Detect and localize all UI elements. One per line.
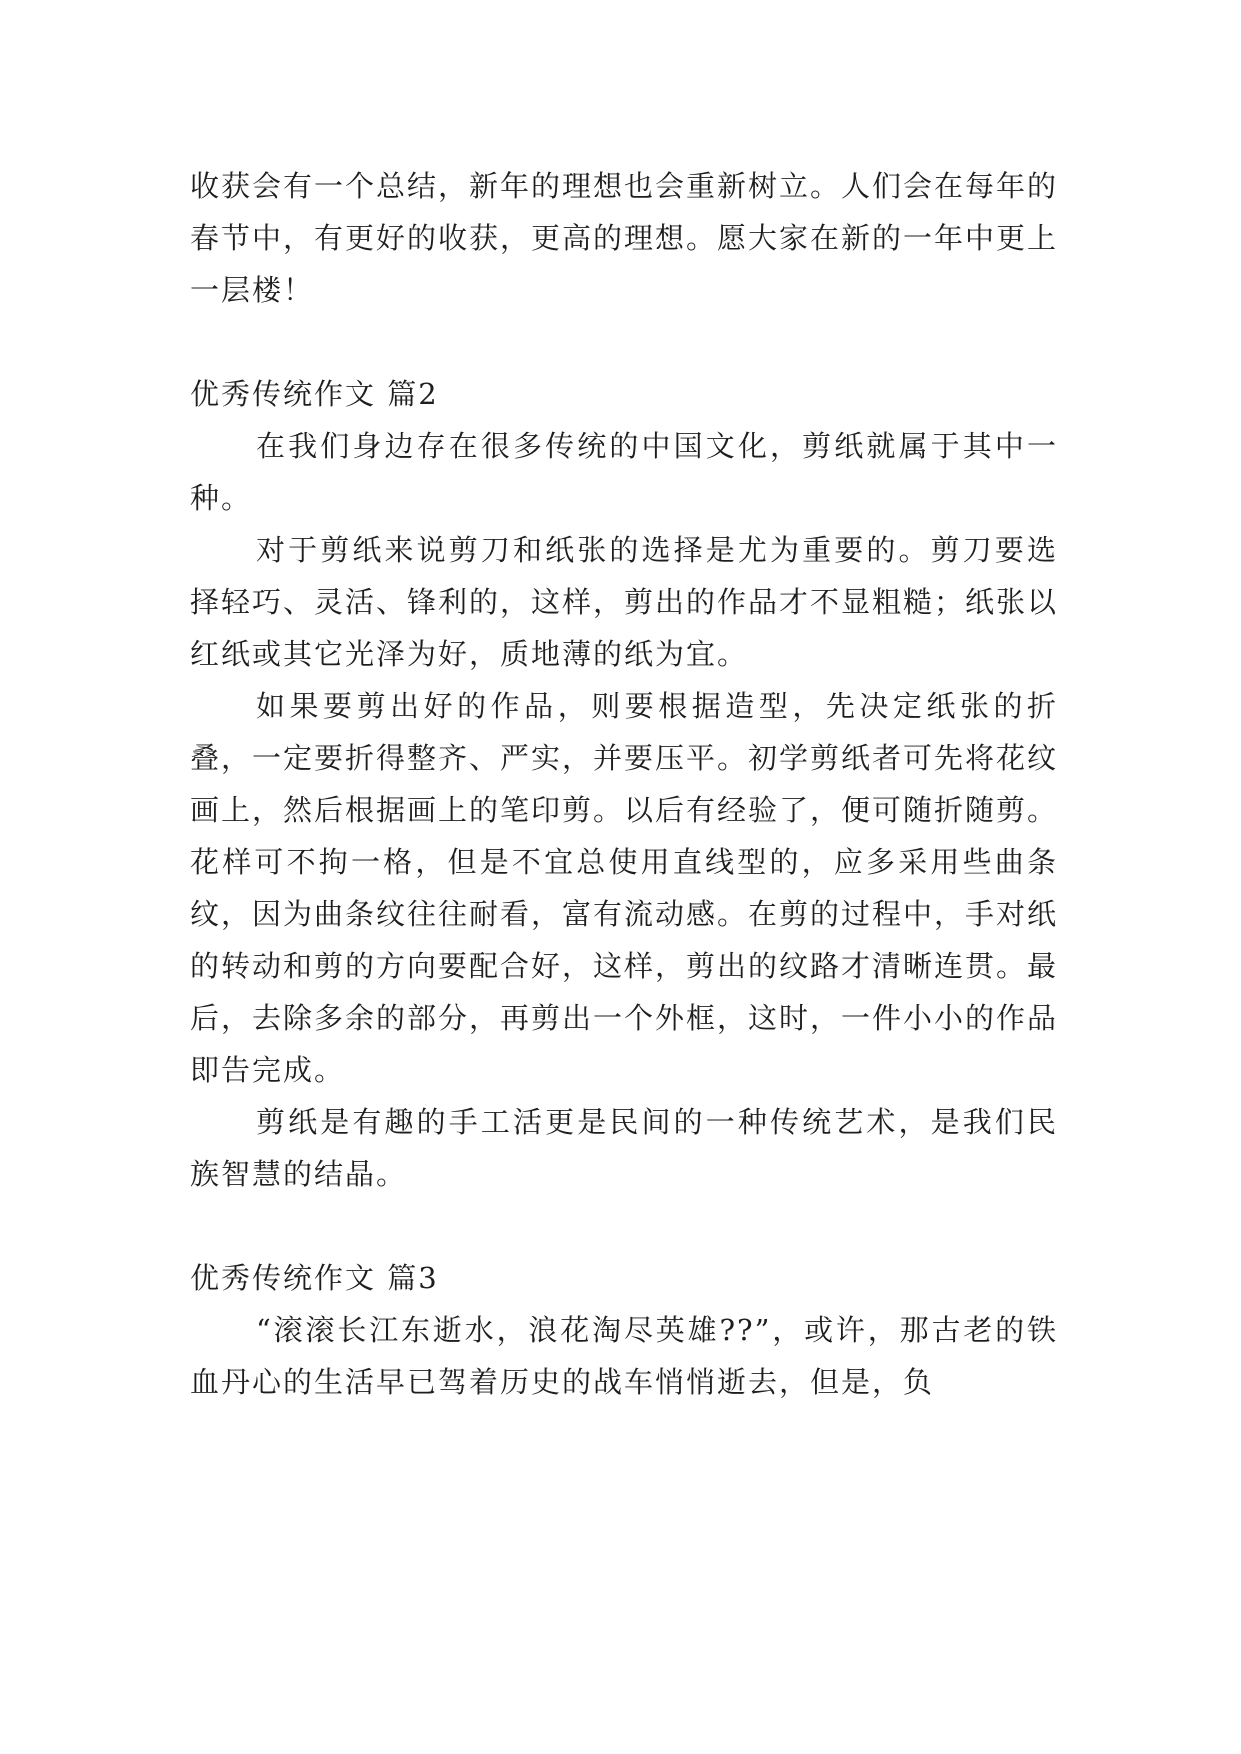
section-2-paragraph-3: 如果要剪出好的作品，则要根据造型，先决定纸张的折叠，一定要折得整齐、严实，并要压平。初学剪纸者可先将花纹画上，然后根据画上的笔印剪。以后有经验了，便可随折随剪。花样可不拘一格，但是不宜总使用直线型的，应多采用些曲条纹，因为曲条纹往往耐看，富有流动感。在剪的过程中，手对纸的转动和剪的方向要配合好，这样，剪出的纹路才清晰连贯。最后，去除多余的部分，再剪出一个外框，这时，一件小小的作品即告完成。 bbox=[190, 689, 1059, 1087]
section-3-paragraph-1: “滚滚长江东逝水，浪花淘尽英雄??”，或许，那古老的铁血丹心的生活早已驾着历史的战车悄悄逝去，但是，负 bbox=[190, 1313, 1058, 1399]
section-spacer bbox=[190, 316, 1058, 368]
document-body bbox=[190, 160, 1058, 1408]
section-2-paragraph-1: 在我们身边存在很多传统的中国文化，剪纸就属于其中一种。 bbox=[190, 429, 1058, 515]
intro-paragraph: 收获会有一个总结，新年的理想也会重新树立。人们会在每年的春节中，有更好的收获，更高的理想。愿大家在新的一年中更上一层楼！ bbox=[190, 169, 1059, 307]
section-2-heading: 优秀传统作文 篇2 bbox=[190, 377, 439, 411]
section-3-heading: 优秀传统作文 篇3 bbox=[190, 1261, 439, 1295]
section-2-paragraph-4: 剪纸是有趣的手工活更是民间的一种传统艺术，是我们民族智慧的结晶。 bbox=[190, 1105, 1058, 1191]
section-spacer bbox=[190, 1200, 1058, 1252]
section-2-paragraph-2: 对于剪纸来说剪刀和纸张的选择是尤为重要的。剪刀要选择轻巧、灵活、锋利的，这样，剪出的作品才不显粗糙；纸张以红纸或其它光泽为好，质地薄的纸为宜。 bbox=[190, 533, 1059, 671]
